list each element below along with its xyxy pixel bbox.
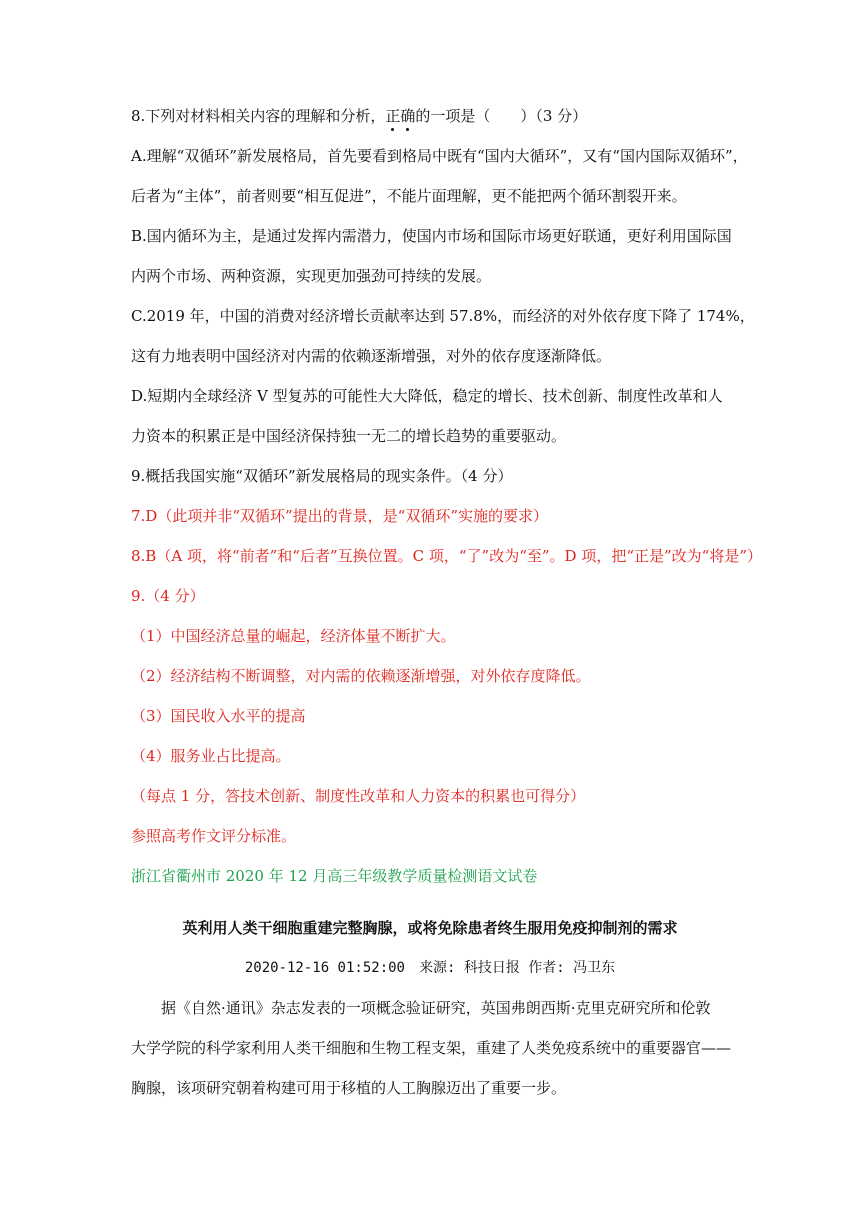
- answer-9-scoring-note: （每点 1 分，答技术创新、制度性改革和人力资本的积累也可得分）: [131, 787, 586, 805]
- emphasis-char-1: 正: [385, 107, 401, 125]
- option-a-line-2: 后者为“主体”，前者则要“相互促进”，不能片面理解，更不能把两个循环割裂开来。: [131, 187, 687, 205]
- option-b-line-2: 内两个市场、两种资源，实现更加强劲可持续的发展。: [131, 267, 492, 285]
- answer-9-point-4: （4）服务业占比提高。: [131, 747, 291, 765]
- article-paragraph-line-2: 大学学院的科学家利用人类干细胞和生物工程支架，重建了人类免疫系统中的重要器官——: [131, 1039, 732, 1057]
- option-d-line-1: D.短期内全球经济 V 型复苏的可能性大大降低，稳定的增长、技术创新、制度性改革和人: [131, 387, 723, 405]
- question-8-stem-part-1: 8.下列对材料相关内容的理解和分析，: [131, 107, 386, 125]
- option-c-line-1: C.2019 年，中国的消费对经济增长贡献率达到 57.8%，而经济的对外依存度下降了 174%，: [131, 307, 755, 325]
- option-d-line-2: 力资本的积累正是中国经济保持独一无二的增长趋势的重要驱动。: [131, 427, 567, 445]
- question-8-stem: [131, 106, 741, 126]
- article-paragraph-line-1: 据《自然·通讯》杂志发表的一项概念验证研究，英国弗朗西斯·克里克研究所和伦敦: [161, 999, 711, 1017]
- answer-9-point-1: （1）中国经济总量的崛起，经济体量不断扩大。: [131, 627, 456, 645]
- source-title: 浙江省衢州市 2020 年 12 月高三年级教学质量检测语文试卷: [131, 867, 538, 885]
- answer-8: 8.B（A 项，将“前者”和“后者”互换位置。C 项，“了”改为“至”。D 项，把“正是”改为“将是”）: [131, 547, 762, 565]
- answer-9-heading: 9.（4 分）: [131, 587, 205, 605]
- answer-9-point-3: （3）国民收入水平的提高: [131, 707, 306, 725]
- article-meta: 2020-12-16 01:52:00 来源: 科技日报 作者: 冯卫东: [244, 960, 616, 976]
- option-a-line-1: A.理解“双循环”新发展格局，首先要看到格局中既有“国内大循环”，又有“国内国际双循环”，: [131, 147, 748, 165]
- essay-scoring-note: 参照高考作文评分标准。: [131, 827, 297, 845]
- emphasis-char-2: 确: [400, 107, 416, 125]
- option-b-line-1: B.国内循环为主，是通过发挥内需潜力，使国内市场和国际市场更好联通，更好利用国际国: [131, 227, 732, 245]
- answer-7: 7.D（此项并非“双循环”提出的背景，是“双循环”实施的要求）: [131, 507, 549, 525]
- question-8-stem-part-2: 的一项是（ ）（3 分）: [415, 107, 588, 125]
- option-c-line-2: 这有力地表明中国经济对内需的依赖逐渐增强，对外的依存度逐渐降低。: [131, 347, 612, 365]
- answer-9-point-2: （2）经济结构不断调整，对内需的依赖逐渐增强，对外依存度降低。: [131, 667, 591, 685]
- article-paragraph-line-3: 胸腺，该项研究朝着构建可用于移植的人工胸腺迈出了重要一步。: [131, 1079, 567, 1097]
- question-9-stem: 9.概括我国实施“双循环”新发展格局的现实条件。（4 分）: [131, 467, 513, 485]
- article-title: 英利用人类干细胞重建完整胸腺，或将免除患者终生服用免疫抑制剂的需求: [182, 919, 678, 937]
